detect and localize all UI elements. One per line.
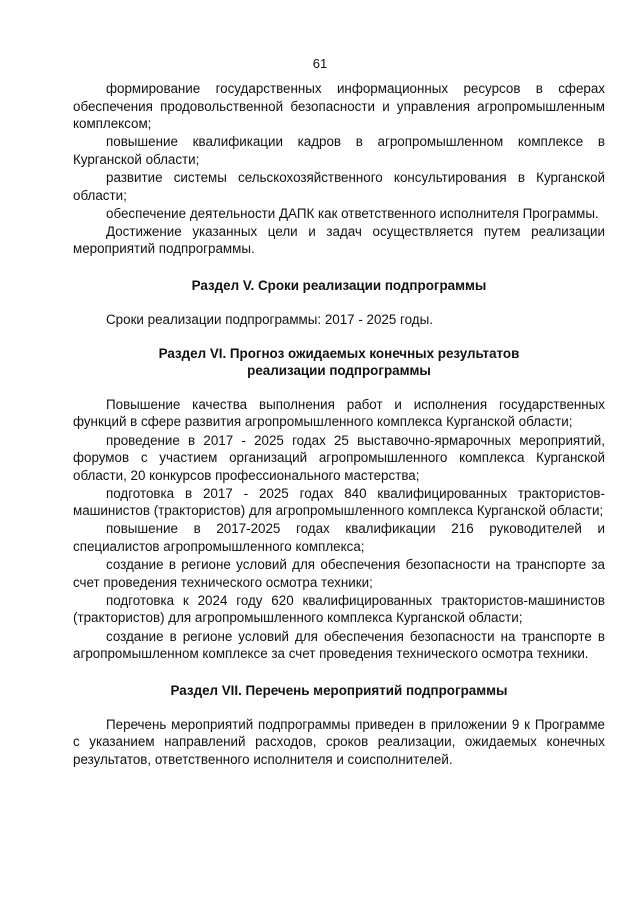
- section-6-heading-line2: реализации подпрограммы: [247, 363, 431, 379]
- paragraph: Достижение указанных цели и задач осуществляется путем реализации мероприятий подпрограммы.: [73, 223, 605, 257]
- paragraph: проведение в 2017 - 2025 годах 25 выставочно-ярмарочных мероприятий, форумов с участием организаций агропромышленного комплекса Курганской области, 20 конкурсов профессионального мастерства;: [73, 432, 605, 483]
- section-5-text: Сроки реализации подпрограммы: 2017 - 2025 годы.: [106, 312, 433, 328]
- section-6-heading-line1: Раздел VI. Прогноз ожидаемых конечных результатов: [158, 345, 520, 361]
- paragraph: подготовка к 2024 году 620 квалифицированных трактористов-машинистов (трактористов) для агропромышленного комплекса Курганской области;: [73, 592, 605, 626]
- section-5-heading: Раздел V. Сроки реализации подпрограммы: [191, 278, 487, 294]
- page-number: 61: [312, 56, 328, 71]
- paragraph: повышение квалификации кадров в агропромышленном комплексе в Курганской области;: [73, 134, 605, 167]
- section-7-heading: Раздел VII. Перечень мероприятий подпрограммы: [170, 683, 508, 699]
- paragraph: развитие системы сельскохозяйственного консультирования в Курганской области;: [73, 169, 605, 203]
- paragraph: обеспечение деятельности ДАПК как ответственного исполнителя Программы.: [106, 205, 599, 221]
- document-body: [73, 80, 605, 769]
- paragraph: создание в регионе условий для обеспечения безопасности на транспорте в агропромышленном комплексе за счет проведения технического осмотра техники.: [73, 628, 605, 662]
- paragraph: Повышение качества выполнения работ и исполнения государственных функций в сфере развития агропромышленного комплекса Курганской области;: [73, 396, 605, 430]
- paragraph: формирование государственных информационных ресурсов в сферах обеспечения продовольственной безопасности и управления агропромышленным комплексом;: [73, 81, 605, 132]
- paragraph: подготовка в 2017 - 2025 годах 840 квалифицированных трактористов-машинистов (трактористов) для агропромышленного комплекса Курганской области;: [73, 485, 605, 519]
- section-7-text: Перечень мероприятий подпрограммы приведен в приложении 9 к Программе с указанием направлений расходов, сроков реализации, ожидаемых конечных результатов, ответственного исполнителя и соисполнителей.: [73, 716, 605, 767]
- paragraph: создание в регионе условий для обеспечения безопасности на транспорте за счет проведения технического осмотра техники;: [73, 557, 605, 590]
- paragraph: повышение в 2017-2025 годах квалификации 216 руководителей и специалистов агропромышленного комплекса;: [73, 521, 605, 555]
